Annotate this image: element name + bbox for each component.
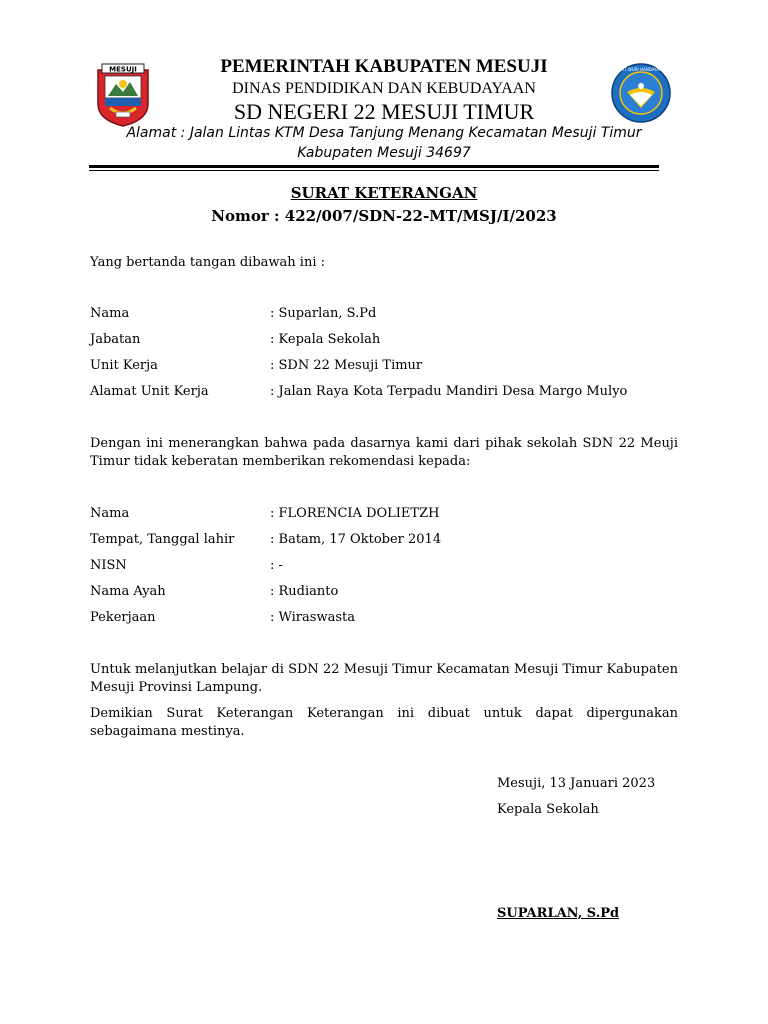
signer-unit-label: Unit Kerja [90, 358, 158, 373]
signer-unit-address-value: : Jalan Raya Kota Terpadu Mandiri Desa Margo Mulyo [270, 384, 628, 399]
signer-name-label: Nama [90, 306, 130, 321]
signer-position-value: : Kepala Sekolah [270, 332, 381, 347]
purpose-paragraph: Untuk melanjutkan belajar di SDN 22 Mesuji Timur Kecamatan Mesuji Timur Kabupaten Mesuji Provinsi Lampung. [90, 662, 678, 695]
closing-paragraph: Demikian Surat Keterangan Keterangan ini dibuat untuk dapat dipergunakan sebagaimana mestinya. [90, 706, 678, 739]
signer-unit-value: : SDN 22 Mesuji Timur [270, 358, 423, 373]
signature-position: Kepala Sekolah [497, 802, 599, 817]
school-address-line-1: Alamat : Jalan Lintas KTM Desa Tanjung Menang Kecamatan Mesuji Timur [126, 125, 642, 141]
signer-name-value: : Suparlan, S.Pd [270, 306, 377, 321]
student-occupation-label: Pekerjaan [90, 610, 156, 625]
letterhead-divider-thick [89, 165, 659, 168]
school-heading: SD NEGERI 22 MESUJI TIMUR [233, 99, 535, 124]
student-nisn-label: NISN [90, 558, 127, 573]
signer-unit-address-label: Alamat Unit Kerja [90, 384, 209, 399]
intro-text: Yang bertanda tangan dibawah ini : [90, 255, 325, 270]
tut-wuri-logo-text: TUT WURI HANDAYANI [618, 67, 664, 72]
student-father-value: : Rudianto [270, 584, 339, 599]
student-birth-label: Tempat, Tanggal lahir [90, 532, 235, 547]
letterhead-divider-thin [89, 170, 659, 171]
student-name-value: : FLORENCIA DOLIETZH [270, 506, 440, 521]
signature-place-date: Mesuji, 13 Januari 2023 [497, 776, 656, 791]
letter-number: Nomor : 422/007/SDN-22-MT/MSJ/I/2023 [211, 207, 557, 225]
school-address-line-2: Kabupaten Mesuji 34697 [297, 145, 471, 161]
student-name-label: Nama [90, 506, 130, 521]
student-birth-value: : Batam, 17 Oktober 2014 [270, 532, 442, 547]
student-nisn-value: : - [270, 558, 283, 573]
student-father-label: Nama Ayah [90, 584, 166, 599]
statement-paragraph: Dengan ini menerangkan bahwa pada dasarnya kami dari pihak sekolah SDN 22 Meuji Timur tidak keberatan memberikan rekomendasi kepada: [90, 436, 678, 469]
signature-name: SUPARLAN, S.Pd [497, 906, 620, 921]
student-occupation-value: : Wiraswasta [270, 610, 355, 625]
letter-title: SURAT KETERANGAN [290, 184, 478, 202]
department-heading: DINAS PENDIDIKAN DAN KEBUDAYAAN [232, 80, 536, 97]
mesuji-logo-text: MESUJI [109, 65, 137, 74]
government-heading: PEMERINTAH KABUPATEN MESUJI [220, 56, 548, 77]
signer-position-label: Jabatan [90, 332, 141, 347]
